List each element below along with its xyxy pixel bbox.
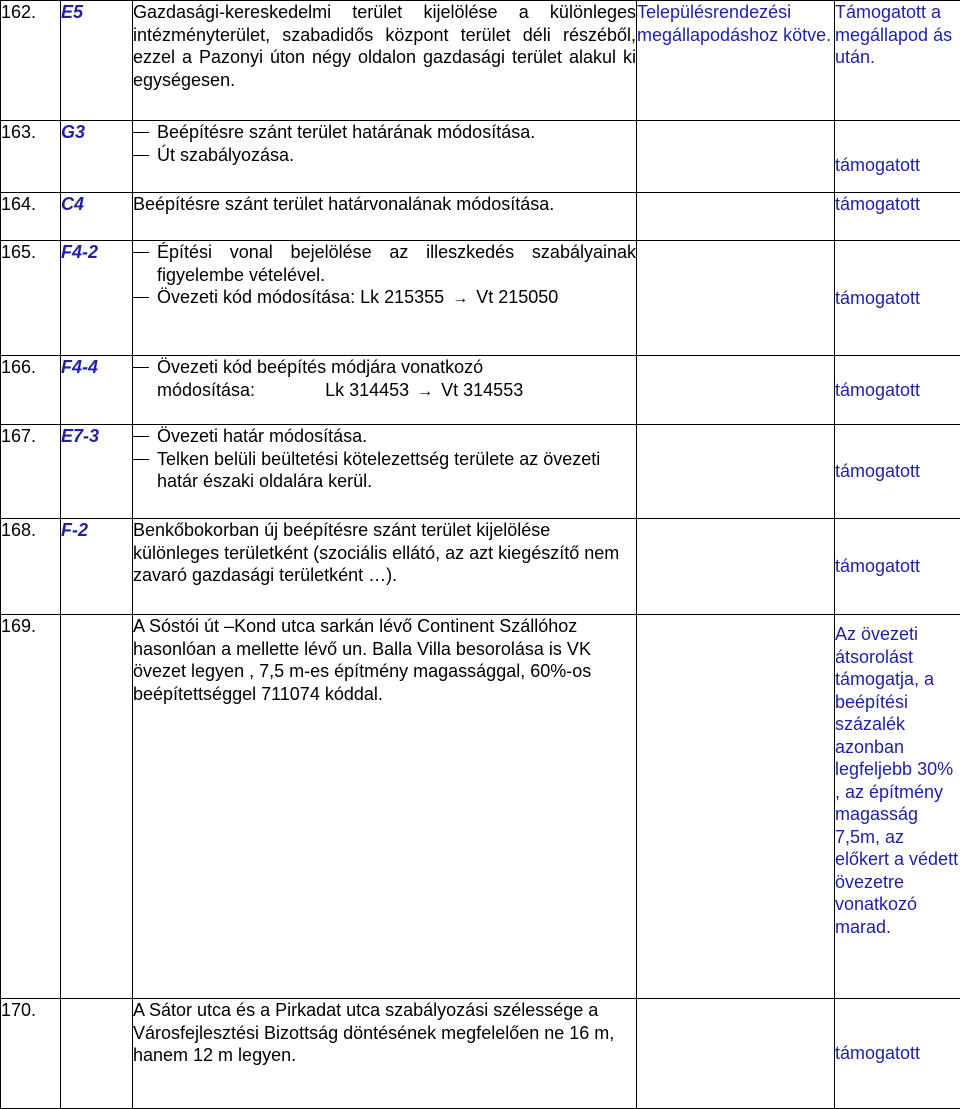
- area-code: F4-4: [61, 356, 133, 425]
- request-text: [133, 356, 637, 425]
- zone-code-old: Lk 314453: [325, 380, 409, 400]
- decision-text: Az övezeti átsorolást támogatja, a beépítési százalék azonban legfeljebb 30% , az építmény magasság 7,5m, az előkert a védett övezetre vonatkozó marad.: [835, 615, 960, 999]
- table-row: [1, 121, 960, 193]
- dash-list-item: Övezeti határ módosítása.: [133, 425, 636, 448]
- area-code: G3: [61, 121, 133, 193]
- decision-text: támogatott: [835, 121, 960, 193]
- dash-list-item: Építési vonal bejelölése az illeszkedés szabályainak figyelembe vételével.: [133, 241, 636, 286]
- row-number: 170.: [1, 999, 61, 1109]
- decision-text: támogatott: [835, 519, 960, 615]
- opinion-text: [637, 241, 835, 356]
- opinion-text: [637, 356, 835, 425]
- request-text: [133, 121, 637, 193]
- opinion-text: [637, 519, 835, 615]
- table-row: [1, 193, 960, 241]
- zone-code-old: Övezeti kód módosítása: Lk 215355: [157, 287, 444, 307]
- table-row: [1, 1, 960, 121]
- opinion-text: [637, 121, 835, 193]
- item-line-prefix: módosítása:: [157, 380, 255, 400]
- row-number: 164.: [1, 193, 61, 241]
- zone-code-new: Vt 314553: [441, 380, 523, 400]
- opinion-text: [637, 999, 835, 1109]
- area-code: [61, 615, 133, 999]
- request-text: A Sóstói út –Kond utca sarkán lévő Continent Szállóhoz hasonlóan a mellette lévő un. Balla Villa besorolása is VK övezet legyen , 7,5 m-es építmény magassággal, 60%-os beépítettséggel 711074 kóddal.: [133, 615, 637, 999]
- opinion-text: [637, 615, 835, 999]
- area-code: F-2: [61, 519, 133, 615]
- item-line: Övezeti kód beépítés módjára vonatkozó: [157, 357, 483, 377]
- decision-text: támogatott: [835, 193, 960, 241]
- row-number: 167.: [1, 425, 61, 519]
- dash-list-item: [133, 356, 636, 403]
- request-text: Beépítésre szánt terület határvonalának módosítása.: [133, 193, 637, 241]
- table-row: [1, 615, 960, 999]
- decision-text: támogatott: [835, 999, 960, 1109]
- zone-code-new: Vt 215050: [476, 287, 558, 307]
- opinion-text: Településrendezési megállapodáshoz kötve.: [637, 1, 835, 121]
- request-text: A Sátor utca és a Pirkadat utca szabályozási szélessége a Városfejlesztési Bizottság döntésének megfelelően ne 16 m, hanem 12 m legyen.: [133, 999, 637, 1109]
- request-text: Gazdasági-kereskedelmi terület kijelölése a különleges intézményterület, szabadidős központ terület déli részéből, ezzel a Pazonyi úton négy oldalon gazdasági terület alakul ki egységesen.: [133, 1, 637, 121]
- row-number: 165.: [1, 241, 61, 356]
- table-row: [1, 999, 960, 1109]
- row-number: 162.: [1, 1, 61, 121]
- decision-text: támogatott: [835, 425, 960, 519]
- row-number: 163.: [1, 121, 61, 193]
- dash-list-item: Út szabályozása.: [133, 144, 636, 167]
- decision-text: támogatott: [835, 241, 960, 356]
- decision-text: Támogatott a megállapod ás után.: [835, 1, 960, 121]
- area-code: E5: [61, 1, 133, 121]
- decision-text: támogatott: [835, 356, 960, 425]
- area-code: [61, 999, 133, 1109]
- row-number: 166.: [1, 356, 61, 425]
- area-code: E7-3: [61, 425, 133, 519]
- opinion-text: [637, 425, 835, 519]
- row-number: 169.: [1, 615, 61, 999]
- dash-list-item: [133, 286, 636, 311]
- table-row: [1, 425, 960, 519]
- request-text: Benkőbokorban új beépítésre szánt terület kijelölése különleges területként (szociális ellátó, az azt kiegészítő nem zavaró gazdasági területként …).: [133, 519, 637, 615]
- opinion-text: [637, 193, 835, 241]
- area-code: F4-2: [61, 241, 133, 356]
- table-row: [1, 356, 960, 425]
- table-row: [1, 241, 960, 356]
- arrow-right-icon: →: [452, 288, 468, 311]
- table-row: [1, 519, 960, 615]
- dash-list-item: Beépítésre szánt terület határának módosítása.: [133, 121, 636, 144]
- area-code: C4: [61, 193, 133, 241]
- request-text: [133, 425, 637, 519]
- dash-list-item: Telken belüli beültetési kötelezettség területe az övezeti határ északi oldalára kerül.: [133, 448, 636, 493]
- arrow-right-icon: →: [417, 381, 433, 404]
- row-number: 168.: [1, 519, 61, 615]
- request-text: [133, 241, 637, 356]
